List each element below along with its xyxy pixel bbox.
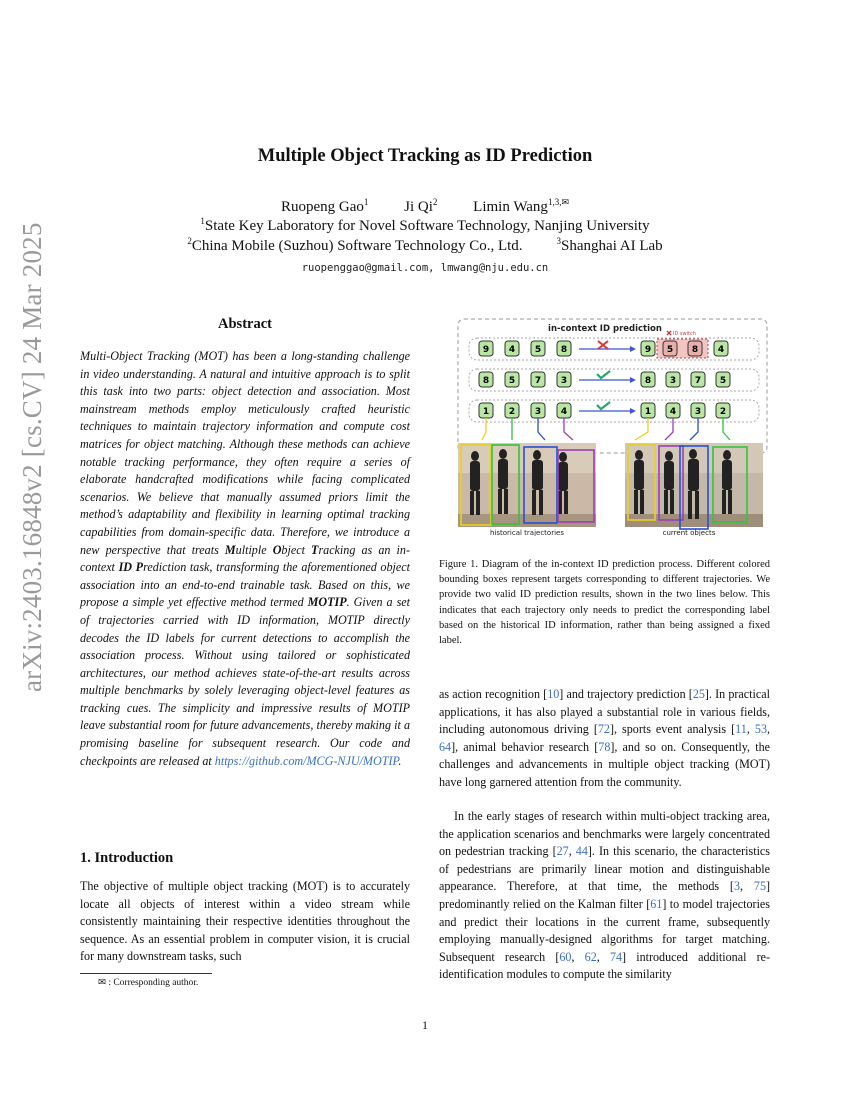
- trajectory-connectors: [482, 418, 730, 440]
- chip: 5: [534, 345, 542, 355]
- citation[interactable]: 78: [598, 739, 611, 754]
- figure-1: [455, 316, 770, 536]
- cross-icon: [598, 341, 608, 349]
- author-3: Limin Wang$^{1,3,✉}$: [473, 197, 569, 215]
- chip: 5: [719, 376, 727, 386]
- abstract-heading: Abstract: [218, 316, 272, 332]
- current-objects-image: [625, 443, 763, 529]
- chip: 2: [508, 407, 516, 417]
- citation[interactable]: 53: [754, 722, 767, 737]
- chip: 4: [717, 345, 725, 355]
- chip: 1: [482, 407, 490, 417]
- chip: 4: [669, 407, 677, 417]
- citation[interactable]: 64: [439, 739, 452, 754]
- paper-title: Multiple Object Tracking as ID Prediction: [257, 146, 593, 166]
- column2-paragraph-2: In the early stages of research within multi-object tracking area, the application scenarios and benchmarks were largely concentrated on pedestrian tracking [27, 44]. In this scenario, the characteristics of pedestrians are primarily linear motion and distinguishable appearance. Therefore, at that time, the methods [3, 75] predominantly relied on the Kalman filter [61] to model trajectories and predict their locations in the current frame, subsequently employing manually-designed algorithms for target matching. Subsequent research [60, 62, 74] introduced additional re-identification modules to compute the similarity: [439, 809, 771, 982]
- id-switch-label: ID switch: [673, 331, 696, 337]
- chip: 3: [694, 407, 702, 417]
- citation[interactable]: 60: [559, 949, 572, 964]
- row-2-left-chips: [479, 372, 571, 387]
- citation[interactable]: 27: [556, 844, 569, 859]
- chip: 8: [644, 376, 652, 386]
- chip: 4: [560, 407, 568, 417]
- chip: 3: [534, 407, 542, 417]
- footnote-rule: [80, 973, 212, 974]
- chip: 5: [508, 376, 516, 386]
- author-emails: ruopenggao@gmail.com, lmwang@nju.edu.cn: [301, 262, 549, 274]
- section-heading-introduction: 1. Introduction: [80, 850, 174, 866]
- affiliation-1: $^1$State Key Laboratory for Novel Software Technology, Nanjing University: [200, 216, 650, 234]
- author-list: [0, 199, 850, 216]
- chip: 7: [694, 376, 702, 386]
- id-switch-cross-icon: [667, 331, 671, 335]
- historical-trajectories-image: [458, 443, 596, 527]
- chip: 8: [560, 345, 568, 355]
- author-2: Ji Qi$^2$: [404, 197, 438, 215]
- abstract-body: Multi-Object Tracking (MOT) has been a long-standing challenge in video understanding. A natural and intuitive approach is to split this task into two parts: object detection and association. Most mainstream methods employ meticulously crafted heuristic techniques to maintain trajectory information and compute cost matrices for object matching. Although these methods can achieve notable tracking performance, they often require a series of elaborate handcrafted modifications while facing complicated scenarios. We believe that manually assumed priors limit the method’s adaptability and flexibility in learning optimal tracking capabilities from domain-specific data. Therefore, we introduce a new perspective that treats Multiple Object Tracking as an in-context ID Prediction task, transforming the aforementioned object association into an end-to-end trainable task. Based on this, we propose a simple yet effective method termed MOTIP. Given a set of trajectories carried with ID information, MOTIP directly decodes the ID labels for current detections to accomplish the association process. Without using tailored or sophisticated architectures, our method achieves state-of-the-art results across multiple benchmarks by solely leveraging object-level features as tracking cues. The simplicity and impressive results of MOTIP leave substantial room for future advancements, thereby making it a promising baseline for subsequent research. Our code and checkpoints are released at https://github.com/MCG-NJU/MOTIP.: [80, 349, 411, 768]
- current-label: current objects: [662, 529, 716, 536]
- chip: 9: [482, 345, 490, 355]
- page-number: 1: [422, 1018, 428, 1032]
- row-3-left-chips: [479, 403, 571, 418]
- citation[interactable]: 3: [733, 879, 741, 894]
- check-icon: [597, 371, 610, 378]
- chip: 5: [666, 345, 674, 355]
- chip: 1: [644, 407, 652, 417]
- citation[interactable]: 72: [597, 722, 610, 737]
- row-1-left-chips: [479, 341, 571, 356]
- chip: 8: [482, 376, 490, 386]
- github-link[interactable]: https://github.com/MCG-NJU/MOTIP: [214, 753, 399, 768]
- citation[interactable]: 25: [692, 687, 705, 701]
- figure-caption: Figure 1. Diagram of the in-context ID prediction process. Different colored bounding boxes represent targets corresponding to different trajectories. We provide two valid ID prediction results, shown in the two lines below. This indicates that each trajectory only needs to predict the corresponding label based on the historical ID information, rather than being assigned a fixed label.: [439, 559, 770, 647]
- check-icon: [597, 402, 610, 409]
- affiliation-2-3: $^2$China Mobile (Suzhou) Software Technology Co., Ltd. $^3$Shanghai AI Lab: [187, 236, 663, 254]
- footnote: ✉ : Corresponding author.: [98, 978, 199, 988]
- citation[interactable]: 62: [584, 949, 597, 964]
- citation[interactable]: 74: [609, 949, 623, 964]
- citation[interactable]: 11: [735, 722, 747, 737]
- column2-paragraph-1: as action recognition [10] and trajectory prediction [25]. In practical applications, it has also played a substantial role in various fields, including autonomous driving [72], sports event analysis [11, 53, 64], animal behavior research [78], and so on. Consequently, the challenges and advancements in multiple object tracking (MOT) have long garnered attention from the community.: [439, 687, 771, 789]
- row-3-right-chips: [641, 403, 730, 418]
- intro-paragraph: The objective of multiple object tracking (MOT) is to accurately locate all objects of interest within a video stream while consistently maintaining their respective identities throughout the sequence. As an essential problem in computer vision, it is crucial for many downstream tasks, such: [80, 879, 410, 964]
- historical-label: historical trajectories: [489, 529, 565, 536]
- author-1: Ruopeng Gao$^1$: [281, 197, 369, 215]
- chip: 3: [669, 376, 677, 386]
- row-2-right-chips: [641, 372, 730, 387]
- chip: 7: [534, 376, 542, 386]
- arxiv-stamp: arXiv:2403.16848v2 [cs.CV] 24 Mar 2025: [17, 222, 47, 692]
- chip: 2: [719, 407, 727, 417]
- citation[interactable]: 10: [547, 687, 560, 701]
- chip: 8: [691, 345, 699, 355]
- citation[interactable]: 75: [753, 879, 766, 894]
- chip: 4: [508, 345, 516, 355]
- chip: 9: [644, 345, 652, 355]
- citation[interactable]: 44: [575, 844, 588, 859]
- chip: 3: [560, 376, 568, 386]
- citation[interactable]: 61: [650, 896, 663, 911]
- figure-title: in-context ID prediction: [548, 324, 662, 334]
